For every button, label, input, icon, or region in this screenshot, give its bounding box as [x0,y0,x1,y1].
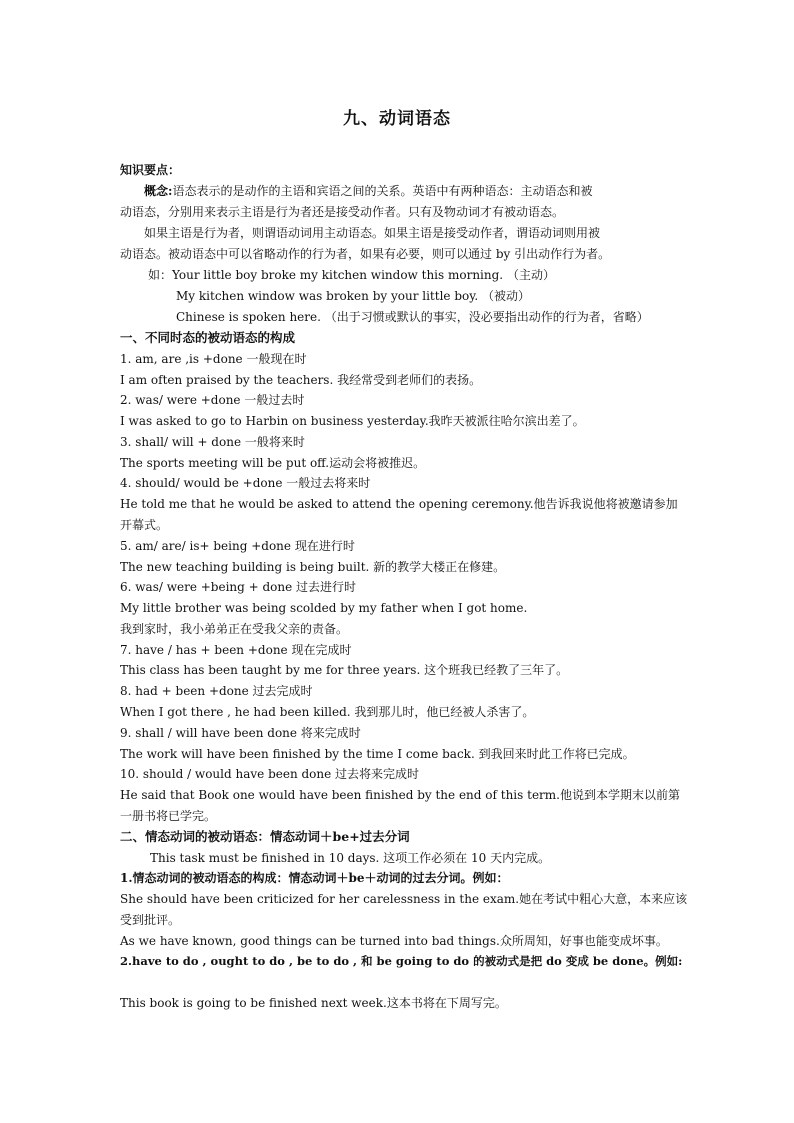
example-line-1 [148,266,555,284]
tense-line: The new teaching building is being built. 新的教学大楼正在修建。 [120,560,506,574]
tense-line: When I got there , he had been killed. 我到那儿时，他已经被人杀害了。 [120,705,535,719]
tense-line: I was asked to go to Harbin on business yesterday.我昨天被派往哈尔滨出差了。 [120,414,585,428]
tense-line: 7. have / has + been +done 现在完成时 [120,643,352,657]
modal-line: As we have known, good things can be turned into bad things.众所周知，好事也能变成坏事。 [120,934,668,948]
tense-line: 3. shall/ will + done 一般将来时 [120,435,305,449]
tense-line: 2. was/ were +done 一般过去时 [120,393,305,407]
page-title: 九、动词语态 [343,109,451,129]
knowledge-label: 知识要点： [120,163,181,177]
tense-line: 10. should / would have been done 过去将来完成时 [120,767,420,781]
section-heading-modal: 二、情态动词的被动语态：情态动词＋be+过去分词 [120,829,410,844]
concept-label: 概念: [144,184,173,198]
tense-line: The sports meeting will be put off.运动会将被推迟。 [120,456,426,470]
modal-example: This task must be finished in 10 days. 这项工作必须在 10 天内完成。 [150,851,551,865]
example-omitted: Chinese is spoken here. （出于习惯或默认的事实，没必要指出动作的行为者，省略） [176,310,649,324]
concept-line [144,182,592,200]
tense-line: My little brother was being scolded by my father when I got home. [120,601,528,615]
section-heading-tenses: 一、不同时态的被动语态的构成 [120,330,296,345]
tense-line: The work will have been finished by the time I come back. 到我回来时此工作将已完成。 [120,747,635,761]
example-prefix: 如： [148,268,173,282]
tense-line: He told me that he would be asked to attend the opening ceremony.他告诉我说他将被邀请参加 [120,497,678,511]
tense-line: 8. had + been +done 过去完成时 [120,684,313,698]
tense-line: 6. was/ were +being + done 过去进行时 [120,580,357,594]
rule-line-2: 动语态。被动语态中可以省略动作的行为者，如果有必要，则可以通过 by 引出动作行为者。 [120,247,611,261]
tense-line: 开幕式。 [120,518,169,532]
modal-line: She should have been criticized for her carelessness in the exam.她在考试中粗心大意，本来应该 [120,892,688,906]
modal-subheading-2: 2.have to do , ought to do , be to do , 和 be going to do 的被动式是把 do 变成 be done。例如: [120,954,683,968]
concept-text-2: 动语态，分别用来表示主语是行为者还是接受动作者。只有及物动词才有被动语态。 [120,205,565,219]
tense-line: 5. am/ are/ is+ being +done 现在进行时 [120,539,355,553]
modal-subheading-1: 1.情态动词的被动语态的构成：情态动词＋be＋动词的过去分词。例如： [120,871,509,885]
example-active: Your little boy broke my kitchen window this morning. （主动） [172,268,555,282]
tense-line: 1. am, are ,is +done 一般现在时 [120,352,307,366]
modal-last-example: This book is going to be finished next week.这本书将在下周写完。 [120,996,507,1010]
modal-line: 受到批评。 [120,913,181,927]
tense-line: 9. shall / will have been done 将来完成时 [120,726,361,740]
tense-line: 一册书将已学完。 [120,809,217,823]
tense-line: 4. should/ would be +done 一般过去将来时 [120,476,371,490]
tense-line: This class has been taught by me for three years. 这个班我已经教了三年了。 [120,663,569,677]
rule-line-1: 如果主语是行为者，则谓语动词用主动语态。如果主语是接受动作者，谓语动词则用被 [144,226,601,240]
tense-line: 我到家时，我小弟弟正在受我父亲的责备。 [120,622,349,636]
concept-text: 语态表示的是动作的主语和宾语之间的关系。英语中有两种语态：主动语态和被 [172,184,593,198]
tense-line: I am often praised by the teachers. 我经常受到老师们的表扬。 [120,373,482,387]
example-passive: My kitchen window was broken by your little boy. （被动） [176,289,531,303]
tense-line: He said that Book one would have been finished by the end of this term.他说到本学期末以前第 [120,788,680,802]
